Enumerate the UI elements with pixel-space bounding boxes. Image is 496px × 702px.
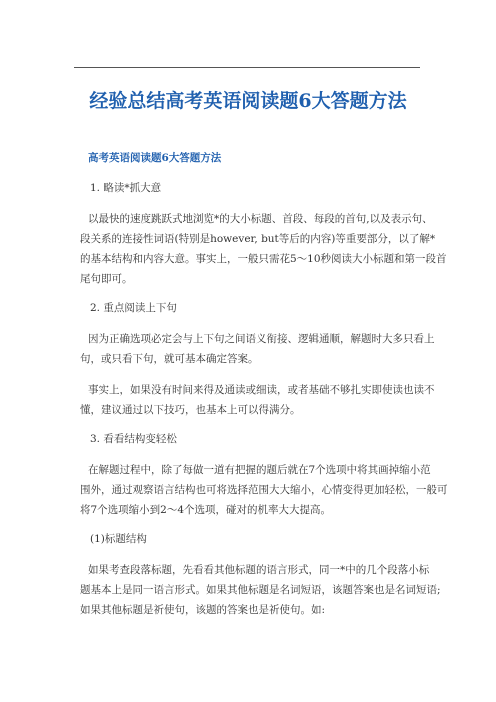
text-line: 以最快的速度跳跃式地浏览*的大小标题、首段、每段的首句,以及表示句、 [88, 213, 433, 225]
text-line: 段关系的连接性词语(特别是however, but等后的内容)等重要部分，以了解* [80, 233, 436, 245]
text-line: 题基本上是同一语言形式。如果其他标题是名词短语，该题答案也是名词短语; [80, 584, 441, 596]
text-line: 如果考查段落标题，先看看其他标题的语言形式，同一*中的几个段落小标 [88, 564, 430, 576]
section-1-paragraph-1 [80, 209, 447, 289]
text-line: 懂，建议通过以下技巧，也基本上可以得满分。 [80, 404, 301, 416]
section-2-paragraph-2 [80, 380, 435, 420]
section-heading-3: 3. 看看结构变轻松 [90, 433, 177, 445]
section-heading-4: (1)标题结构 [90, 533, 147, 545]
section-3-paragraph-1 [80, 460, 448, 520]
document-body [80, 150, 448, 631]
text-line: 在解题过程中，除了每做一道有把握的题后就在7个选项中将其画掉缩小范 [88, 464, 431, 476]
text-line: 因为正确选项必定会与上下句之间语义衔接、逻辑通顺，解题时大多只看上 [88, 333, 435, 345]
text-line: 句，或只看下句，就可基本确定答案。 [80, 353, 259, 365]
header-rule [74, 67, 420, 68]
section-4-paragraph-1 [80, 560, 441, 620]
document-subtitle: 高考英语阅读题6大答题方法 [88, 152, 222, 164]
section-2-paragraph-1 [80, 329, 435, 369]
text-line: 如果其他标题是祈使句，该题的答案也是祈使句。如: [80, 604, 326, 616]
section-heading-1: 1. 略读*抓大意 [90, 182, 162, 194]
text-line: 的基本结构和内容大意。事实上，一般只需花5～10秒阅读大小标题和第一段首 [80, 253, 447, 265]
text-line: 尾句即可。 [80, 273, 133, 285]
section-heading-2: 2. 重点阅读上下句 [90, 302, 177, 314]
text-line: 将7个选项缩小到2～4个选项，碰对的机率大大提高。 [80, 504, 332, 516]
document-title: 经验总结高考英语阅读题6大答题方法 [89, 90, 407, 112]
text-line: 事实上，如果没有时间来得及通读或细读，或者基础不够扎实即使读也读不 [88, 384, 435, 396]
text-line: 围外，通过观察语言结构也可将选择范围大大缩小，心情变得更加轻松，一般可 [80, 484, 448, 496]
